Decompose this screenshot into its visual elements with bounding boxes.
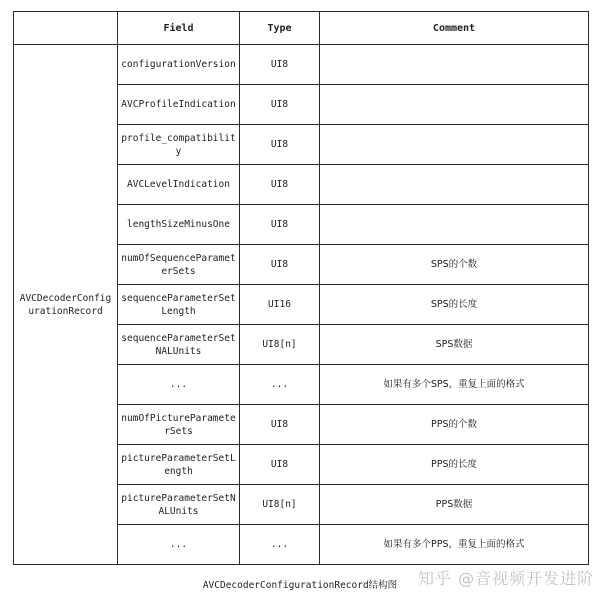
comment-cell: 如果有多个SPS，重复上面的格式	[320, 365, 589, 405]
comment-cell: 如果有多个PPS，重复上面的格式	[320, 525, 589, 565]
field-cell: ...	[118, 525, 240, 565]
comment-cell	[320, 125, 589, 165]
header-comment: Comment	[320, 12, 589, 45]
comment-cell: PPS的个数	[320, 405, 589, 445]
field-cell: pictureParameterSetLength	[118, 445, 240, 485]
field-cell: AVCLevelIndication	[118, 165, 240, 205]
field-cell: AVCProfileIndication	[118, 85, 240, 125]
type-cell: UI8	[240, 245, 320, 285]
type-cell: UI8	[240, 205, 320, 245]
type-cell: UI8[n]	[240, 485, 320, 525]
field-cell: sequenceParameterSetNALUnits	[118, 325, 240, 365]
field-cell: lengthSizeMinusOne	[118, 205, 240, 245]
field-cell: pictureParameterSetNALUnits	[118, 485, 240, 525]
comment-cell	[320, 205, 589, 245]
type-cell: UI8	[240, 125, 320, 165]
comment-cell	[320, 165, 589, 205]
comment-cell	[320, 45, 589, 85]
comment-cell: SPS的个数	[320, 245, 589, 285]
figure-caption: AVCDecoderConfigurationRecord结构图	[202, 580, 398, 591]
header-field: Field	[118, 12, 240, 45]
avc-decoder-config-table	[13, 11, 589, 565]
type-cell: UI8	[240, 445, 320, 485]
field-cell: configurationVersion	[118, 45, 240, 85]
type-cell: UI8	[240, 45, 320, 85]
struct-name-cell: AVCDecoderConfigurationRecord	[14, 45, 118, 565]
type-cell: ...	[240, 365, 320, 405]
comment-cell: SPS的长度	[320, 285, 589, 325]
type-cell: ...	[240, 525, 320, 565]
type-cell: UI8	[240, 405, 320, 445]
header-row	[14, 12, 589, 45]
field-cell: profile_compatibility	[118, 125, 240, 165]
header-type: Type	[240, 12, 320, 45]
field-cell: sequenceParameterSetLength	[118, 285, 240, 325]
type-cell: UI8[n]	[240, 325, 320, 365]
comment-cell: SPS数据	[320, 325, 589, 365]
type-cell: UI8	[240, 165, 320, 205]
type-cell: UI16	[240, 285, 320, 325]
type-cell: UI8	[240, 85, 320, 125]
table-row	[14, 45, 589, 85]
header-struct	[14, 12, 118, 45]
field-cell: numOfPictureParameterSets	[118, 405, 240, 445]
comment-cell: PPS的长度	[320, 445, 589, 485]
field-cell: ...	[118, 365, 240, 405]
comment-cell: PPS数据	[320, 485, 589, 525]
field-cell: numOfSequenceParameterSets	[118, 245, 240, 285]
watermark: 知乎 @音视频开发进阶	[418, 569, 595, 588]
comment-cell	[320, 85, 589, 125]
